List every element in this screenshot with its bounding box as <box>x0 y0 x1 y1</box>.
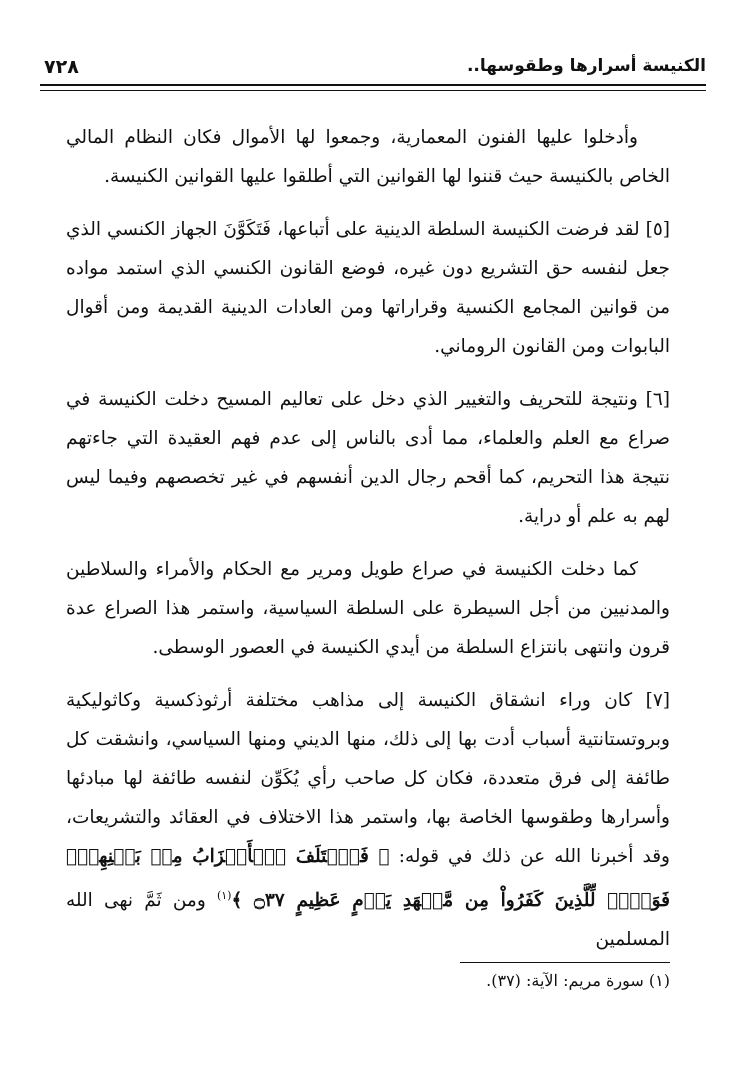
paragraph-conflict: كما دخلت الكنيسة في صراع طويل ومرير مع الحكام والأمراء والسلاطين والمدنيين من أجل السيطرة على السلطة السياسية، واستمر هذا الصراع عدة قرون وانتهى بانتزاع السلطة من أيدي الكنيسة في العصور الوسطى. <box>66 559 670 658</box>
running-title: الكنيسة أسرارها وطقوسها.. <box>466 56 706 76</box>
paragraph-intro: وأدخلوا عليها الفنون المعمارية، وجمعوا لها الأموال فكان النظام المالي الخاص بالكنيسة حيث قننوا لها القوانين التي أطلقوا عليها القوانين الكنيسة. <box>66 127 670 187</box>
footnote-separator <box>460 962 670 963</box>
page-number: ٧٢٨ <box>44 56 79 78</box>
paragraph-7-continuation: ومن ثَمَّ نهى الله المسلمين <box>66 890 670 951</box>
quran-verse: ﴿ فَٱخۡتَلَفَ ٱلۡأَحۡزَابُ مِنۢ بَيۡنِهِمۡۖ فَوَيۡلٞ لِّلَّذِينَ كَفَرُواْ مِن مَّشۡهَدِ يَوۡمٍ عَظِيمٍ ۝٣٧ ﴾ <box>66 846 670 912</box>
footnote-reference: (١) <box>216 889 232 902</box>
header-rule <box>40 84 706 86</box>
paragraph-7-text: [٧] كان وراء انشقاق الكنيسة إلى مذاهب مختلفة أرثوذكسية وكاثوليكية وبروتستانتية أسباب أدت بها إلى ذلك، منها الديني ومنها السياسي، وانشقت كل طائفة إلى فرق متعددة، فكان كل صاحب رأي يُكَوِّن لنفسه طائفة لها مبادئها وأسرارها وطقوسها الخاصة بها، واستمر هذا الاختلاف في العقائد والتشريعات، وقد أخبرنا الله عن ذلك في قوله: <box>66 690 670 867</box>
footnote: (١) سورة مريم: الآية: (٣٧). <box>486 971 670 990</box>
paragraph-6: [٦] ونتيجة للتحريف والتغيير الذي دخل على تعاليم المسيح دخلت الكنيسة في صراع مع العلم والعلماء، مما أدى بالناس إلى عدم فهم العقيدة التي جاءتهم نتيجة هذا التحريم، كما أقحم رجال الدين أنفسهم في غير تخصصهم وفيما ليس لهم به علم أو دراية. <box>66 389 670 527</box>
body-text <box>66 118 670 959</box>
paragraph-7 <box>66 681 670 959</box>
paragraph-5: [٥] لقد فرضت الكنيسة السلطة الدينية على أتباعها، فَتَكَوَّنَ الجهاز الكنسي الذي جعل لنفسه حق التشريع دون غيره، فوضع القانون الكنسي الذي استمد مواده من قوانين المجامع الكنسية وقراراتها ومن العادات الدينية القديمة ومن أقوال البابوات ومن القانون الروماني. <box>66 219 670 357</box>
header-rule-thin <box>40 90 706 91</box>
page-header <box>40 50 706 84</box>
